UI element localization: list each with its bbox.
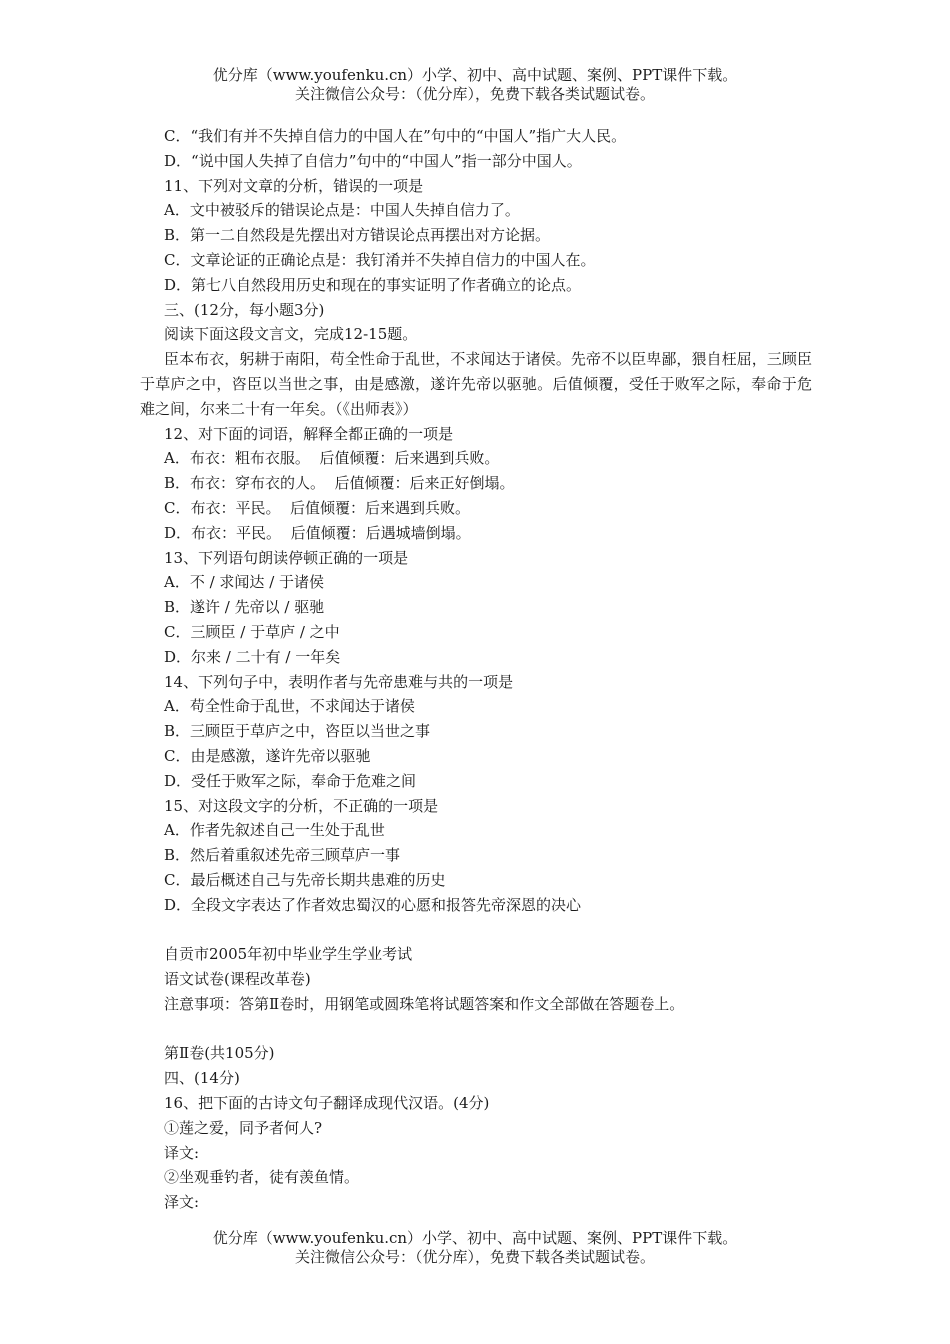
q11-option-b: B．第一二自然段是先摆出对方错误论点再摆出对方论据。 <box>164 226 551 245</box>
q13-option-a: A．不 / 求闻达 / 于诸侯 <box>164 573 325 592</box>
q12-option-c: C．布衣：平民。 后值倾覆：后来遇到兵败。 <box>164 498 471 517</box>
section-4-title: 四、(14分) <box>164 1069 240 1088</box>
q15-option-a: A．作者先叙述自己一生处于乱世 <box>164 821 385 840</box>
spacer <box>140 1017 812 1042</box>
q15-stem: 15、对这段文字的分析，不正确的一项是 <box>164 796 439 815</box>
classical-passage: 臣本布衣，躬耕于南阳，苟全性命于乱世，不求闻达于诸侯。先帝不以臣卑鄙，猥自枉屈，三顾臣于草庐之中，咨臣以当世之事，由是感激，遂许先帝以驱驰。后值倾覆，受任于败军之际，奉命于危难之间，尔来二十有一年矣。（《出师表》） <box>140 350 812 418</box>
q10-option-c: C．“我们有并不失掉自信力的中国人在”句中的“中国人”指广大人民。 <box>164 127 627 145</box>
section-3-title: 三、(12分，每小题3分) <box>164 300 325 319</box>
exam-subtitle: 语文试卷(课程改革卷) <box>164 970 311 989</box>
page-footer <box>0 1229 950 1267</box>
document-body <box>140 124 812 1215</box>
q16-item-1: ①莲之爱，同予者何人? <box>164 1118 323 1137</box>
exam-notice: 注意事项：答第Ⅱ卷时，用钢笔或圆珠笔将试题答案和作文全部做在答题卷上。 <box>164 994 685 1013</box>
footer-line-1: 优分库（www.youfenku.cn）小学、初中、高中试题、案例、PPT课件下载。 <box>212 1229 738 1247</box>
spacer <box>140 918 812 943</box>
header-line-2: 关注微信公众号：（优分库），免费下载各类试题试卷。 <box>294 85 655 103</box>
q11-option-d: D．第七八自然段用历史和现在的事实证明了作者确立的论点。 <box>164 275 582 294</box>
q14-option-a: A．苟全性命于乱世，不求闻达于诸侯 <box>164 697 415 716</box>
exam-title: 自贡市2005年初中毕业学生学业考试 <box>164 945 413 964</box>
q15-option-c: C．最后概述自己与先帝长期共患难的历史 <box>164 870 446 889</box>
q10-option-d: D．“说中国人失掉了自信力”句中的“中国人”指一部分中国人。 <box>164 151 582 170</box>
q13-option-c: C．三顾臣 / 于草庐 / 之中 <box>164 622 340 641</box>
q14-option-d: D．受任于败军之际，奉命于危难之间 <box>164 771 417 790</box>
q12-option-a: A．布衣：粗布衣服。 后值倾覆：后来遇到兵败。 <box>164 449 500 468</box>
q15-option-b: B．然后着重叙述先帝三顾草庐一事 <box>164 846 401 865</box>
q14-option-c: C．由是感激，遂许先帝以驱驰 <box>164 746 371 765</box>
q11-option-a: A．文中被驳斥的错误论点是：中国人失掉自信力了。 <box>164 201 520 220</box>
part-2-title: 第Ⅱ卷(共105分) <box>164 1044 275 1063</box>
q14-option-b: B．三顾臣于草庐之中，咨臣以当世之事 <box>164 722 431 741</box>
q13-stem: 13、下列语句朗读停顿正确的一项是 <box>164 548 409 567</box>
q11-stem: 11、下列对文章的分析，错误的一项是 <box>164 176 424 195</box>
q15-option-d: D．全段文字表达了作者效忠蜀汉的心愿和报答先帝深恩的决心 <box>164 895 582 914</box>
section-3-instruction: 阅读下面这段文言文，完成12-15题。 <box>164 325 418 344</box>
q13-option-d: D．尔来 / 二十有 / 一年矣 <box>164 647 341 666</box>
footer-line-2: 关注微信公众号：（优分库），免费下载各类试题试卷。 <box>294 1248 655 1266</box>
page-header <box>0 66 950 104</box>
q12-option-d: D．布衣：平民。 后值倾覆：后遇城墙倒塌。 <box>164 523 471 542</box>
q16-answer-1-label: 译文: <box>164 1143 200 1162</box>
q11-option-c: C．文章论证的正确论点是：我钉淆并不失掉自信力的中国人在。 <box>164 250 596 269</box>
q13-option-b: B．遂许 / 先帝以 / 驱驰 <box>164 598 325 617</box>
q16-item-2: ②坐观垂钓者，徒有羡鱼情。 <box>164 1168 360 1187</box>
header-line-1: 优分库（www.youfenku.cn）小学、初中、高中试题、案例、PPT课件下载。 <box>212 66 738 84</box>
q16-answer-2-label: 泽文: <box>164 1193 200 1212</box>
q12-option-b: B．布衣：穿布衣的人。 后值倾覆：后来正好倒塌。 <box>164 474 515 493</box>
q16-stem: 16、把下面的古诗文句子翻译成现代汉语。(4分) <box>164 1094 490 1113</box>
q12-stem: 12、对下面的词语，解释全都正确的一项是 <box>164 424 454 443</box>
q14-stem: 14、下列句子中，表明作者与先帝患难与共的一项是 <box>164 672 514 691</box>
